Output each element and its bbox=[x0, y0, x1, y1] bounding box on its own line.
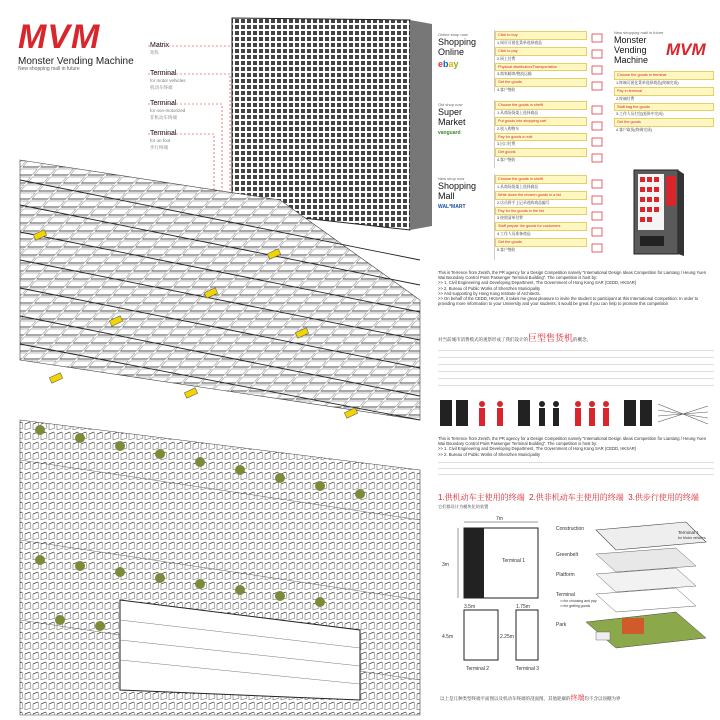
walmart-logo: WAL*MART bbox=[438, 204, 466, 210]
dim-7m: 7m bbox=[496, 516, 503, 522]
pictogram-row bbox=[438, 396, 714, 432]
callout-terminal-motor: Terminal for motor vehicles 机动车终端 bbox=[150, 70, 186, 90]
vending-machine-illustration bbox=[632, 168, 688, 258]
vanguard-logo: vanguard bbox=[438, 130, 461, 136]
axon-platform: Platform bbox=[556, 572, 575, 578]
shop-mall-steps: Choose the goods in shelft 1.从商场货架上选择商品 Write down the chosen goods in a list 2.店员将手上记录选购商品编号 Pay for the goods in the list 3.按照清单付费 Staff prepair the goods for customers 4.工作人员准备商品 Get the goods 5.客户签收 bbox=[494, 174, 587, 260]
poster-subtitle: New shopping mall in future bbox=[18, 66, 80, 72]
terminal-types-heading: 1.供机动车主使用的终端 2.供非机动车主使用的终端 3.供步行使用的终端 bbox=[438, 493, 699, 502]
terminal-axonometric bbox=[556, 514, 714, 674]
dim-1-75m: 1.75m bbox=[516, 604, 530, 610]
terminal-intro: 它们都设计为模块化的装置 bbox=[438, 504, 489, 509]
axon-sub1: >>for choosing and pay bbox=[560, 599, 597, 603]
poster-title: Monster Vending Machine bbox=[18, 56, 134, 67]
callout-terminal-nonmotor: Terminal for non-motorized 非机动车终端 bbox=[150, 100, 186, 120]
shop-supermarket: Old shop now Super Market vanguard bbox=[438, 102, 490, 136]
terminal-2-label: Terminal 2 bbox=[466, 666, 490, 672]
shop-online-steps: Click to buy 1.网页可视化菜单选择商品 Click to pay 2.网上付费 Physical distribution/Transportation 3.商家邮寄/物流运输 Get the goods 4.客户签收 bbox=[494, 30, 587, 92]
second-text: This is Terrence from Zenith, the PR agency for a Design Competition namely "International Design Ideas Competition for Liantang / Heung Yuen Wai Boundary Control Point Passenger Terminal Building". The competition is host by: >> 1. Civil Engineering and Developing Department, The Government of Hong Kong SAR (CEDD, HKSAR) >> 2. Bureau of Public Works of Shenzhen Municipality bbox=[438, 436, 714, 477]
ebay-logo: ebay bbox=[438, 59, 459, 69]
dim-3-5m: 3.5m bbox=[464, 604, 476, 610]
axon-terminal: Terminal bbox=[556, 592, 575, 598]
footer-text: 以上是几种类型终端平面图以及机动车终端的剖面图。其他轮廓的终端均不含以顶棚为界 bbox=[440, 695, 621, 702]
mvm-logo: MVM bbox=[18, 18, 101, 56]
dim-2-25m: 2.25m bbox=[500, 634, 514, 640]
shop-online: Online shop now Shopping Online ebay bbox=[438, 32, 490, 69]
flow-icons bbox=[588, 30, 608, 260]
axon-terminal-1-sub: for Motor vehicles bbox=[678, 536, 706, 540]
axon-park: Park bbox=[556, 622, 567, 628]
axon-greenbelt: Greenbelt bbox=[556, 552, 578, 558]
shop-supermarket-steps: Choose the goods in shelft 1.从商场货架上选择商品 Put goods into shopping cart 2.放入购物车 Pay for goods in exit 3.出口付费 Get goods 4.客户签收 bbox=[494, 100, 587, 168]
mvm-panel-logo: MVM bbox=[666, 40, 706, 59]
callout-terminal-foot: Terminal for on foot 步行终端 bbox=[150, 130, 177, 150]
terminal-1-label: Terminal 1 bbox=[502, 558, 526, 564]
dim-4-5m: 4.5m bbox=[442, 634, 454, 640]
callout-matrix: Matrix 矩阵 bbox=[150, 42, 170, 55]
terminal-3-label: Terminal 3 bbox=[516, 666, 540, 672]
shop-mall: New shop now Shopping Mall WAL*MART bbox=[438, 176, 490, 210]
intro-text: This is Terrence from Zenith, the PR agency for a Design Competition namely "International Design Ideas Competition for Liantang / Heung Yuen Wai Boundary Control Point Passenger Terminal Building". The competition is host by: >> 1. Civil Engineering and Developing Department, The Government of Hong Kong SAR (CEDD, HKSAR) >> 2. Bureau of Public Works of Shenzhen Municipality >> And supporting by Hong Kong Institute of Architects. >> On behalf of the CEDD, HKSAR, it takes me great pleasure to invite the student to participant at this International Competition. In order to providing more information to your University and your students, it would be great if you can help to promote this competition bbox=[438, 270, 707, 307]
terminal-plans bbox=[438, 514, 558, 684]
axon-sub2: >>for getting goods bbox=[560, 604, 591, 608]
mvm-panel: New shopping mall in future Monster Vending Machine MVM Choose the goods in terminal 1.终端可视化菜单选择商品(终端完成) Pay in terminal 2.终端付费 Staff bag the goods 3.工作人员打包(矩阵中完成) Get the goods 4.客户取货(终端完成) bbox=[614, 30, 714, 133]
chinese-intro: 对当前城市消费模式的观察形成了我们设计的巨型售货机的概念。 bbox=[438, 334, 714, 392]
dim-3m: 3m bbox=[442, 562, 449, 568]
axon-construction: Construction bbox=[556, 526, 585, 532]
axon-terminal-1: Terminal 1 bbox=[678, 530, 699, 535]
